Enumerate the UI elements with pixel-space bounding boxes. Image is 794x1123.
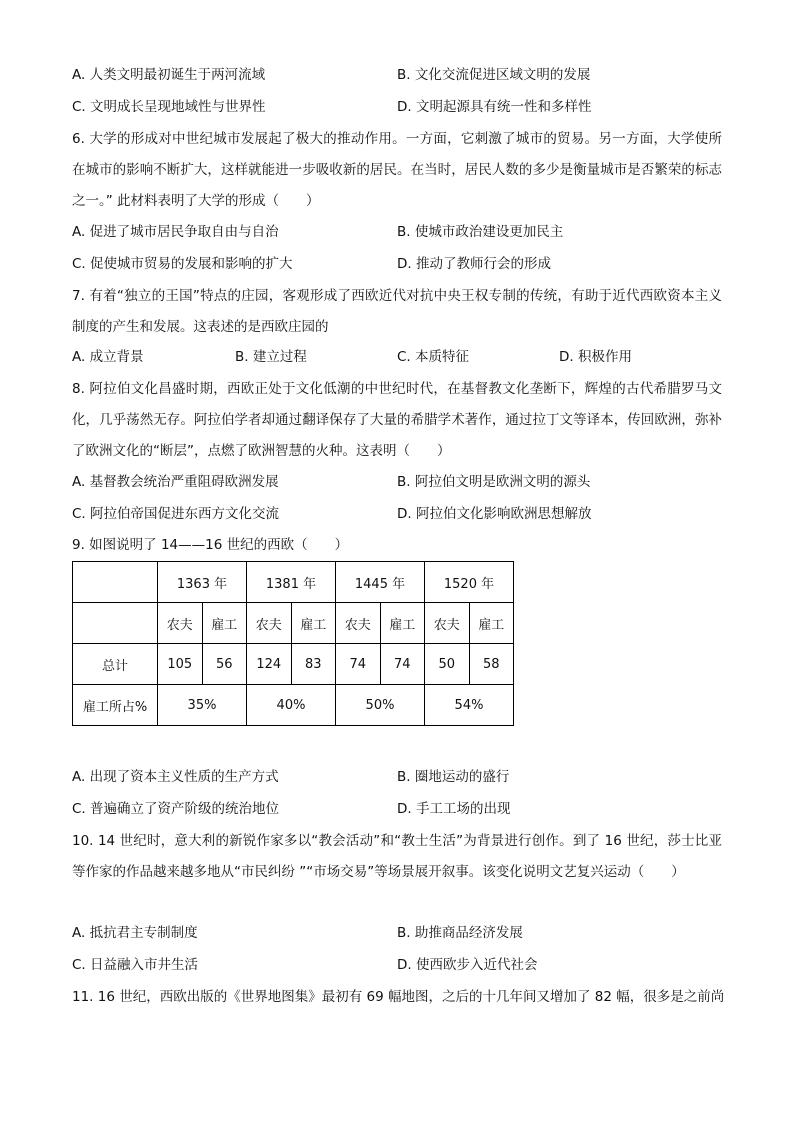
total-cell: 50 bbox=[425, 644, 470, 685]
q10-option-c: C. 日益融入市井生活 bbox=[72, 957, 199, 973]
q5-option-a: A. 人类文明最初诞生于两河流域 bbox=[72, 67, 266, 83]
q9-option-c: C. 普遍确立了资产阶级的统治地位 bbox=[72, 801, 280, 817]
table-row-totals bbox=[73, 644, 514, 685]
table-row-percent bbox=[73, 685, 514, 726]
subheader-farmer: 农夫 bbox=[425, 603, 470, 644]
year-1520: 1520 年 bbox=[425, 562, 514, 603]
total-cell: 83 bbox=[291, 644, 336, 685]
q8-option-b: B. 阿拉伯文明是欧洲文明的源头 bbox=[397, 474, 591, 490]
total-cell: 58 bbox=[469, 644, 514, 685]
q7-option-d: D. 积极作用 bbox=[559, 349, 632, 365]
subheader-farmer: 农夫 bbox=[247, 603, 292, 644]
subheader-farmer: 农夫 bbox=[336, 603, 381, 644]
total-cell: 56 bbox=[202, 644, 247, 685]
q7-option-b: B. 建立过程 bbox=[235, 349, 307, 365]
percent-cell: 40% bbox=[247, 685, 336, 726]
q10-stem: 10. 14 世纪时，意大利的新锐作家多以“教会活动”和“教士生活”为背景进行创作。到了 16 世纪，莎士比亚等作家的作品越来越多地从“市民纠纷 ”“市场交易”等场景展开叙事。该变化说明文艺复兴运动（ ） bbox=[72, 833, 722, 880]
subheader-hired: 雇工 bbox=[291, 603, 336, 644]
total-cell: 74 bbox=[336, 644, 381, 685]
q6-stem: 6. 大学的形成对中世纪城市发展起了极大的推动作用。一方面，它刺激了城市的贸易。另一方面，大学使所在城市的影响不断扩大，这样就能进一步吸收新的居民。在当时，居民人数的多少是衡量城市是否繁荣的标志之一。” 此材料表明了大学的形成（ ） bbox=[72, 131, 722, 209]
q9-table bbox=[72, 561, 514, 726]
q10-option-b: B. 助推商品经济发展 bbox=[397, 925, 523, 941]
q11-stem: 11. 16 世纪，西欧出版的《世界地图集》最初有 69 幅地图，之后的十几年间又增加了 82 幅，很多是之前尚 bbox=[72, 989, 725, 1005]
q6-option-c: C. 促使城市贸易的发展和影响的扩大 bbox=[72, 256, 293, 272]
percent-cell: 54% bbox=[425, 685, 514, 726]
q9-option-b: B. 圈地运动的盛行 bbox=[397, 769, 510, 785]
percent-cell: 50% bbox=[336, 685, 425, 726]
q7-stem: 7. 有着“独立的王国”特点的庄园，客观形成了西欧近代对抗中央王权专制的传统，有助于近代西欧资本主义制度的产生和发展。这表述的是西欧庄园的 bbox=[72, 288, 722, 335]
q7-option-a: A. 成立背景 bbox=[72, 349, 144, 365]
total-cell: 105 bbox=[158, 644, 203, 685]
table-corner-cell bbox=[73, 562, 158, 603]
subheader-hired: 雇工 bbox=[202, 603, 247, 644]
year-1445: 1445 年 bbox=[336, 562, 425, 603]
q6-option-b: B. 使城市政治建设更加民主 bbox=[397, 224, 564, 240]
total-cell: 74 bbox=[380, 644, 425, 685]
table-row-years bbox=[73, 562, 514, 603]
percent-cell: 35% bbox=[158, 685, 247, 726]
q5-option-b: B. 文化交流促进区域文明的发展 bbox=[397, 67, 591, 83]
q8-option-c: C. 阿拉伯帝国促进东西方文化交流 bbox=[72, 506, 280, 522]
table-empty-cell bbox=[73, 603, 158, 644]
q8-option-a: A. 基督教会统治严重阻碍欧洲发展 bbox=[72, 474, 279, 490]
q5-option-c: C. 文明成长呈现地域性与世界性 bbox=[72, 99, 266, 115]
q5-option-d: D. 文明起源具有统一性和多样性 bbox=[397, 99, 592, 115]
subheader-hired: 雇工 bbox=[380, 603, 425, 644]
total-cell: 124 bbox=[247, 644, 292, 685]
q8-option-d: D. 阿拉伯文化影响欧洲思想解放 bbox=[397, 506, 592, 522]
year-1381: 1381 年 bbox=[247, 562, 336, 603]
table-row-subheaders bbox=[73, 603, 514, 644]
q10-option-a: A. 抵抗君主专制制度 bbox=[72, 925, 198, 941]
q10-option-d: D. 使西欧步入近代社会 bbox=[397, 957, 538, 973]
q6-option-d: D. 推动了教师行会的形成 bbox=[397, 256, 551, 272]
total-label: 总计 bbox=[73, 644, 158, 685]
subheader-hired: 雇工 bbox=[469, 603, 514, 644]
q9-option-d: D. 手工工场的出现 bbox=[397, 801, 511, 817]
year-1363: 1363 年 bbox=[158, 562, 247, 603]
percent-label: 雇工所占% bbox=[73, 685, 158, 726]
q6-option-a: A. 促进了城市居民争取自由与自治 bbox=[72, 224, 279, 240]
q7-option-c: C. 本质特征 bbox=[397, 349, 470, 365]
q9-stem: 9. 如图说明了 14——16 世纪的西欧（ ） bbox=[72, 537, 349, 553]
subheader-farmer: 农夫 bbox=[158, 603, 203, 644]
q9-option-a: A. 出现了资本主义性质的生产方式 bbox=[72, 769, 279, 785]
q8-stem: 8. 阿拉伯文化昌盛时期，西欧正处于文化低潮的中世纪时代，在基督教文化垄断下，辉煌的古代希腊罗马文化，几乎荡然无存。阿拉伯学者却通过翻译保存了大量的希腊学术著作，通过拉丁文等译本，传回欧洲，弥补了欧洲文化的“断层”，点燃了欧洲智慧的火种。这表明（ ） bbox=[72, 381, 722, 459]
